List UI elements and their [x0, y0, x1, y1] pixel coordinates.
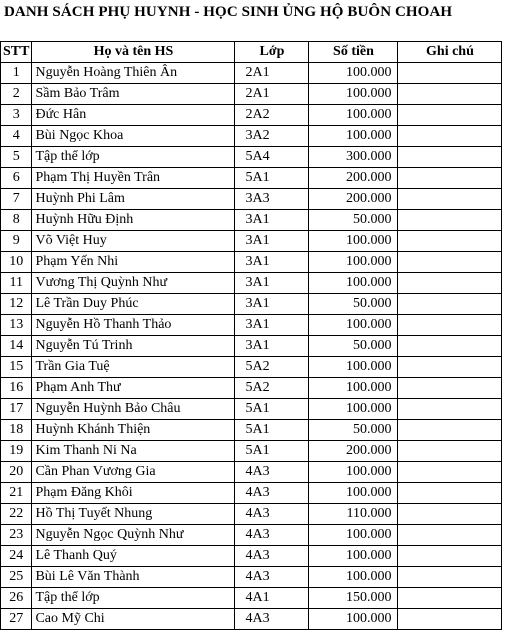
cell-amount[interactable]: 100.000 — [309, 399, 398, 420]
cell-note[interactable] — [398, 147, 502, 168]
table-row — [1, 525, 502, 546]
cell-name[interactable]: Huỳnh Phi Lâm — [32, 189, 235, 210]
cell-stt[interactable]: 22 — [1, 504, 32, 525]
table-row — [1, 210, 502, 231]
cell-amount[interactable]: 100.000 — [309, 273, 398, 294]
table-row — [1, 588, 502, 609]
cell-stt[interactable]: 15 — [1, 357, 32, 378]
cell-amount[interactable]: 110.000 — [309, 504, 398, 525]
cell-note[interactable] — [398, 399, 502, 420]
cell-note[interactable] — [398, 336, 502, 357]
cell-amount[interactable]: 100.000 — [309, 231, 398, 252]
cell-stt[interactable]: 10 — [1, 252, 32, 273]
table-row — [1, 273, 502, 294]
cell-name[interactable]: Phạm Thị Huyền Trân — [32, 168, 235, 189]
cell-class[interactable]: 2A2 — [235, 105, 309, 126]
cell-class[interactable]: 4A3 — [235, 609, 309, 630]
cell-name[interactable]: Phạm Đăng Khôi — [32, 483, 235, 504]
cell-name[interactable]: Cần Phan Vương Gia — [32, 462, 235, 483]
donation-table — [0, 41, 502, 630]
cell-amount[interactable]: 50.000 — [309, 210, 398, 231]
table-row — [1, 378, 502, 399]
cell-amount[interactable]: 50.000 — [309, 420, 398, 441]
header-class[interactable]: Lớp — [235, 42, 309, 63]
header-amount[interactable]: Số tiền — [309, 42, 398, 63]
header-stt[interactable]: STT — [1, 42, 32, 63]
cell-name[interactable]: Cao Mỹ Chi — [32, 609, 235, 630]
cell-class[interactable]: 5A1 — [235, 168, 309, 189]
cell-class[interactable]: 3A1 — [235, 336, 309, 357]
cell-name[interactable]: Tập thể lớp — [32, 147, 235, 168]
cell-note[interactable] — [398, 357, 502, 378]
header-row — [1, 42, 502, 63]
cell-stt[interactable]: 26 — [1, 588, 32, 609]
cell-class[interactable]: 2A1 — [235, 84, 309, 105]
cell-note[interactable] — [398, 420, 502, 441]
cell-amount[interactable]: 200.000 — [309, 168, 398, 189]
cell-note[interactable] — [398, 546, 502, 567]
cell-name[interactable]: Vương Thị Quỳnh Như — [32, 273, 235, 294]
cell-note[interactable] — [398, 252, 502, 273]
cell-name[interactable]: Lê Thanh Quý — [32, 546, 235, 567]
cell-note[interactable] — [398, 105, 502, 126]
table-row — [1, 84, 502, 105]
cell-class[interactable]: 3A1 — [235, 294, 309, 315]
cell-name[interactable]: Nguyễn Huỳnh Bảo Châu — [32, 399, 235, 420]
cell-name[interactable]: Tập thể lớp — [32, 588, 235, 609]
cell-amount[interactable]: 200.000 — [309, 189, 398, 210]
cell-amount[interactable]: 100.000 — [309, 105, 398, 126]
cell-amount[interactable]: 200.000 — [309, 441, 398, 462]
cell-class[interactable]: 3A1 — [235, 273, 309, 294]
cell-class[interactable]: 4A3 — [235, 567, 309, 588]
cell-amount[interactable]: 100.000 — [309, 462, 398, 483]
cell-stt[interactable]: 13 — [1, 315, 32, 336]
cell-stt[interactable]: 6 — [1, 168, 32, 189]
cell-amount[interactable]: 100.000 — [309, 63, 398, 84]
cell-name[interactable]: Huỳnh Khánh Thiện — [32, 420, 235, 441]
cell-name[interactable]: Phạm Yến Nhi — [32, 252, 235, 273]
cell-name[interactable]: Lê Trần Duy Phúc — [32, 294, 235, 315]
cell-name[interactable]: Nguyễn Hồ Thanh Thảo — [32, 315, 235, 336]
cell-amount[interactable]: 100.000 — [309, 546, 398, 567]
cell-amount[interactable]: 50.000 — [309, 294, 398, 315]
table-row — [1, 357, 502, 378]
table-row — [1, 567, 502, 588]
cell-stt[interactable]: 17 — [1, 399, 32, 420]
cell-class[interactable]: 5A1 — [235, 441, 309, 462]
cell-stt[interactable]: 7 — [1, 189, 32, 210]
cell-note[interactable] — [398, 609, 502, 630]
cell-stt[interactable]: 12 — [1, 294, 32, 315]
cell-amount[interactable]: 100.000 — [309, 483, 398, 504]
sheet-title: DANH SÁCH PHỤ HUYNH - HỌC SINH ỦNG HỘ BUÔN CHOAH — [4, 4, 453, 20]
table-row — [1, 231, 502, 252]
cell-note[interactable] — [398, 84, 502, 105]
cell-amount[interactable]: 100.000 — [309, 126, 398, 147]
cell-class[interactable]: 3A1 — [235, 252, 309, 273]
cell-note[interactable] — [398, 231, 502, 252]
cell-note[interactable] — [398, 168, 502, 189]
table-row — [1, 63, 502, 84]
table-row — [1, 294, 502, 315]
table-row — [1, 483, 502, 504]
cell-stt[interactable]: 9 — [1, 231, 32, 252]
cell-name[interactable]: Sầm Bảo Trâm — [32, 84, 235, 105]
cell-class[interactable]: 5A1 — [235, 420, 309, 441]
cell-amount[interactable]: 100.000 — [309, 567, 398, 588]
cell-stt[interactable]: 1 — [1, 63, 32, 84]
cell-stt[interactable]: 16 — [1, 378, 32, 399]
cell-class[interactable]: 4A3 — [235, 546, 309, 567]
cell-note[interactable] — [398, 294, 502, 315]
table-row — [1, 105, 502, 126]
cell-class[interactable]: 4A3 — [235, 504, 309, 525]
cell-name[interactable]: Nguyễn Tú Trinh — [32, 336, 235, 357]
cell-stt[interactable]: 25 — [1, 567, 32, 588]
header-name[interactable]: Họ và tên HS — [32, 42, 235, 63]
cell-stt[interactable]: 3 — [1, 105, 32, 126]
cell-note[interactable] — [398, 588, 502, 609]
cell-amount[interactable]: 50.000 — [309, 336, 398, 357]
cell-stt[interactable]: 14 — [1, 336, 32, 357]
cell-amount[interactable]: 100.000 — [309, 609, 398, 630]
table-row — [1, 504, 502, 525]
cell-note[interactable] — [398, 525, 502, 546]
cell-class[interactable]: 3A1 — [235, 315, 309, 336]
table-row — [1, 252, 502, 273]
table-row — [1, 546, 502, 567]
cell-note[interactable] — [398, 210, 502, 231]
cell-class[interactable]: 3A1 — [235, 231, 309, 252]
cell-class[interactable]: 3A3 — [235, 189, 309, 210]
cell-class[interactable]: 4A3 — [235, 525, 309, 546]
cell-name[interactable]: Võ Việt Huy — [32, 231, 235, 252]
cell-class[interactable]: 4A3 — [235, 483, 309, 504]
cell-class[interactable]: 5A2 — [235, 357, 309, 378]
table-row — [1, 399, 502, 420]
cell-note[interactable] — [398, 441, 502, 462]
cell-amount[interactable]: 100.000 — [309, 252, 398, 273]
cell-name[interactable]: Nguyễn Hoàng Thiên Ân — [32, 63, 235, 84]
cell-amount[interactable]: 100.000 — [309, 357, 398, 378]
cell-amount[interactable]: 100.000 — [309, 525, 398, 546]
cell-class[interactable]: 5A4 — [235, 147, 309, 168]
cell-class[interactable]: 4A3 — [235, 462, 309, 483]
table-row — [1, 420, 502, 441]
table-row — [1, 462, 502, 483]
cell-name[interactable]: Bùi Ngọc Khoa — [32, 126, 235, 147]
cell-amount[interactable]: 100.000 — [309, 378, 398, 399]
cell-stt[interactable]: 19 — [1, 441, 32, 462]
cell-class[interactable]: 4A1 — [235, 588, 309, 609]
cell-name[interactable]: Kim Thanh Ni Na — [32, 441, 235, 462]
cell-name[interactable]: Huỳnh Hữu Định — [32, 210, 235, 231]
cell-stt[interactable]: 23 — [1, 525, 32, 546]
cell-note[interactable] — [398, 462, 502, 483]
cell-stt[interactable]: 2 — [1, 84, 32, 105]
cell-name[interactable]: Trần Gia Tuệ — [32, 357, 235, 378]
table-row — [1, 126, 502, 147]
cell-class[interactable]: 5A2 — [235, 378, 309, 399]
table-row — [1, 441, 502, 462]
cell-note[interactable] — [398, 189, 502, 210]
table-row — [1, 315, 502, 336]
cell-note[interactable] — [398, 504, 502, 525]
table-row — [1, 147, 502, 168]
table-row — [1, 609, 502, 630]
cell-amount[interactable]: 300.000 — [309, 147, 398, 168]
table-row — [1, 336, 502, 357]
cell-name[interactable]: Hồ Thị Tuyết Nhung — [32, 504, 235, 525]
cell-amount[interactable]: 150.000 — [309, 588, 398, 609]
cell-note[interactable] — [398, 378, 502, 399]
cell-name[interactable]: Nguyễn Ngọc Quỳnh Như — [32, 525, 235, 546]
cell-note[interactable] — [398, 315, 502, 336]
cell-note[interactable] — [398, 126, 502, 147]
table-row — [1, 189, 502, 210]
cell-amount[interactable]: 100.000 — [309, 84, 398, 105]
table-row — [1, 168, 502, 189]
cell-note[interactable] — [398, 567, 502, 588]
header-note[interactable]: Ghi chú — [398, 42, 502, 63]
cell-name[interactable]: Đức Hân — [32, 105, 235, 126]
cell-amount[interactable]: 100.000 — [309, 315, 398, 336]
cell-name[interactable]: Bùi Lê Văn Thành — [32, 567, 235, 588]
cell-stt[interactable]: 4 — [1, 126, 32, 147]
cell-class[interactable]: 3A2 — [235, 126, 309, 147]
cell-stt[interactable]: 20 — [1, 462, 32, 483]
cell-stt[interactable]: 24 — [1, 546, 32, 567]
cell-note[interactable] — [398, 483, 502, 504]
cell-stt[interactable]: 8 — [1, 210, 32, 231]
cell-note[interactable] — [398, 273, 502, 294]
cell-stt[interactable]: 21 — [1, 483, 32, 504]
cell-stt[interactable]: 18 — [1, 420, 32, 441]
cell-class[interactable]: 2A1 — [235, 63, 309, 84]
cell-class[interactable]: 5A1 — [235, 399, 309, 420]
cell-stt[interactable]: 5 — [1, 147, 32, 168]
cell-stt[interactable]: 27 — [1, 609, 32, 630]
cell-note[interactable] — [398, 63, 502, 84]
cell-stt[interactable]: 11 — [1, 273, 32, 294]
cell-name[interactable]: Phạm Anh Thư — [32, 378, 235, 399]
cell-class[interactable]: 3A1 — [235, 210, 309, 231]
